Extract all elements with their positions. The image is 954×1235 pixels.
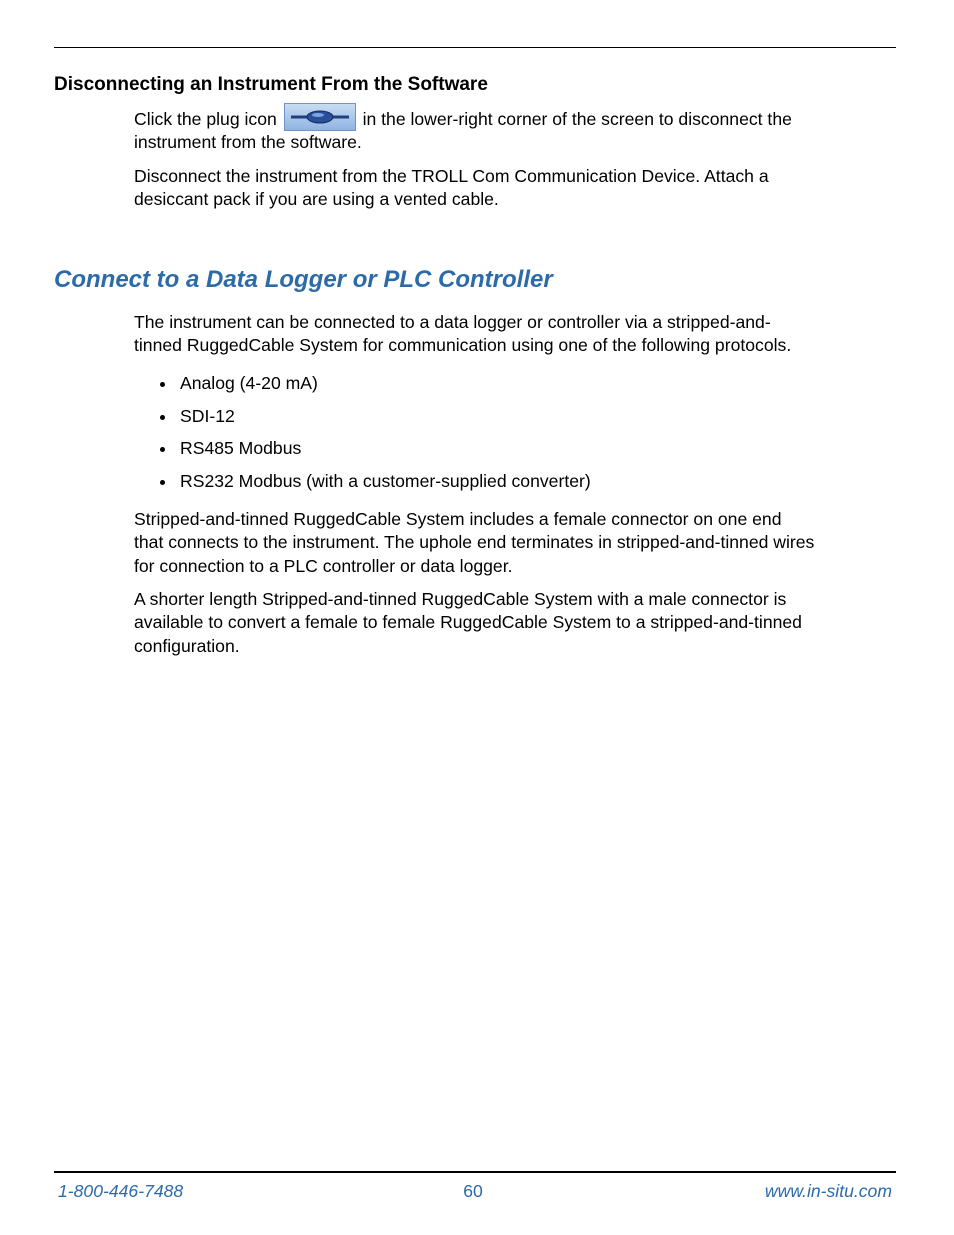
- protocol-list: [160, 372, 591, 503]
- paragraph-disconnect-device: [134, 165, 864, 212]
- paragraph-text: desiccant pack if you are using a vented cable.: [134, 189, 499, 210]
- paragraph-text: Click the plug icon: [134, 109, 277, 129]
- paragraph-text: A shorter length Stripped-and-tinned RuggedCable System with a male connector is: [134, 589, 787, 609]
- list-item-text: RS232 Modbus (with a customer-supplied converter): [180, 471, 591, 492]
- bullet-icon: [160, 447, 165, 452]
- list-item-text: SDI-12: [180, 405, 235, 426]
- list-item: [160, 470, 591, 503]
- section-heading-disconnecting: Disconnecting an Instrument From the Software: [54, 74, 488, 95]
- footer-phone: 1-800-446-7488: [58, 1181, 184, 1201]
- paragraph-text: tinned RuggedCable System for communication using one of the following protocols.: [134, 335, 792, 356]
- footer-website-link[interactable]: www.in-situ.com: [764, 1181, 892, 1201]
- paragraph-text: Stripped-and-tinned RuggedCable System includes a female connector on one end: [134, 509, 782, 529]
- list-item: [160, 437, 591, 470]
- paragraph-text: available to convert a female to female RuggedCable System to a stripped-and-tinned: [134, 612, 802, 633]
- bullet-icon: [160, 480, 165, 485]
- paragraph-text: in the lower-right corner of the screen to disconnect the: [362, 109, 792, 129]
- paragraph-cable-description: [134, 508, 864, 578]
- paragraph-text: instrument from the software.: [134, 132, 362, 153]
- list-item-text: RS485 Modbus: [180, 438, 302, 459]
- section-heading-connect-data-logger: Connect to a Data Logger or PLC Controller: [54, 266, 553, 293]
- plug-icon: [284, 103, 356, 131]
- footer-rule: [54, 1171, 896, 1173]
- footer-page-number: 60: [463, 1181, 483, 1201]
- list-item-text: Analog (4-20 mA): [180, 373, 318, 393]
- paragraph-text: that connects to the instrument. The uphole end terminates in stripped-and-tinned wires: [134, 532, 815, 553]
- paragraph-text: Disconnect the instrument from the TROLL Com Communication Device. Attach a: [134, 166, 769, 186]
- paragraph-text: configuration.: [134, 635, 240, 656]
- paragraph-shorter-cable: [134, 588, 864, 658]
- paragraph-text: for connection to a PLC controller or data logger.: [134, 555, 513, 576]
- paragraph-plug-instructions: [134, 108, 864, 155]
- paragraph-intro: [134, 311, 864, 358]
- header-rule: [54, 47, 896, 48]
- bullet-icon: [160, 415, 165, 420]
- list-item: [160, 405, 591, 438]
- paragraph-text: The instrument can be connected to a data logger or controller via a stripped-and-: [134, 312, 771, 332]
- bullet-icon: [160, 382, 165, 387]
- list-item: [160, 372, 591, 405]
